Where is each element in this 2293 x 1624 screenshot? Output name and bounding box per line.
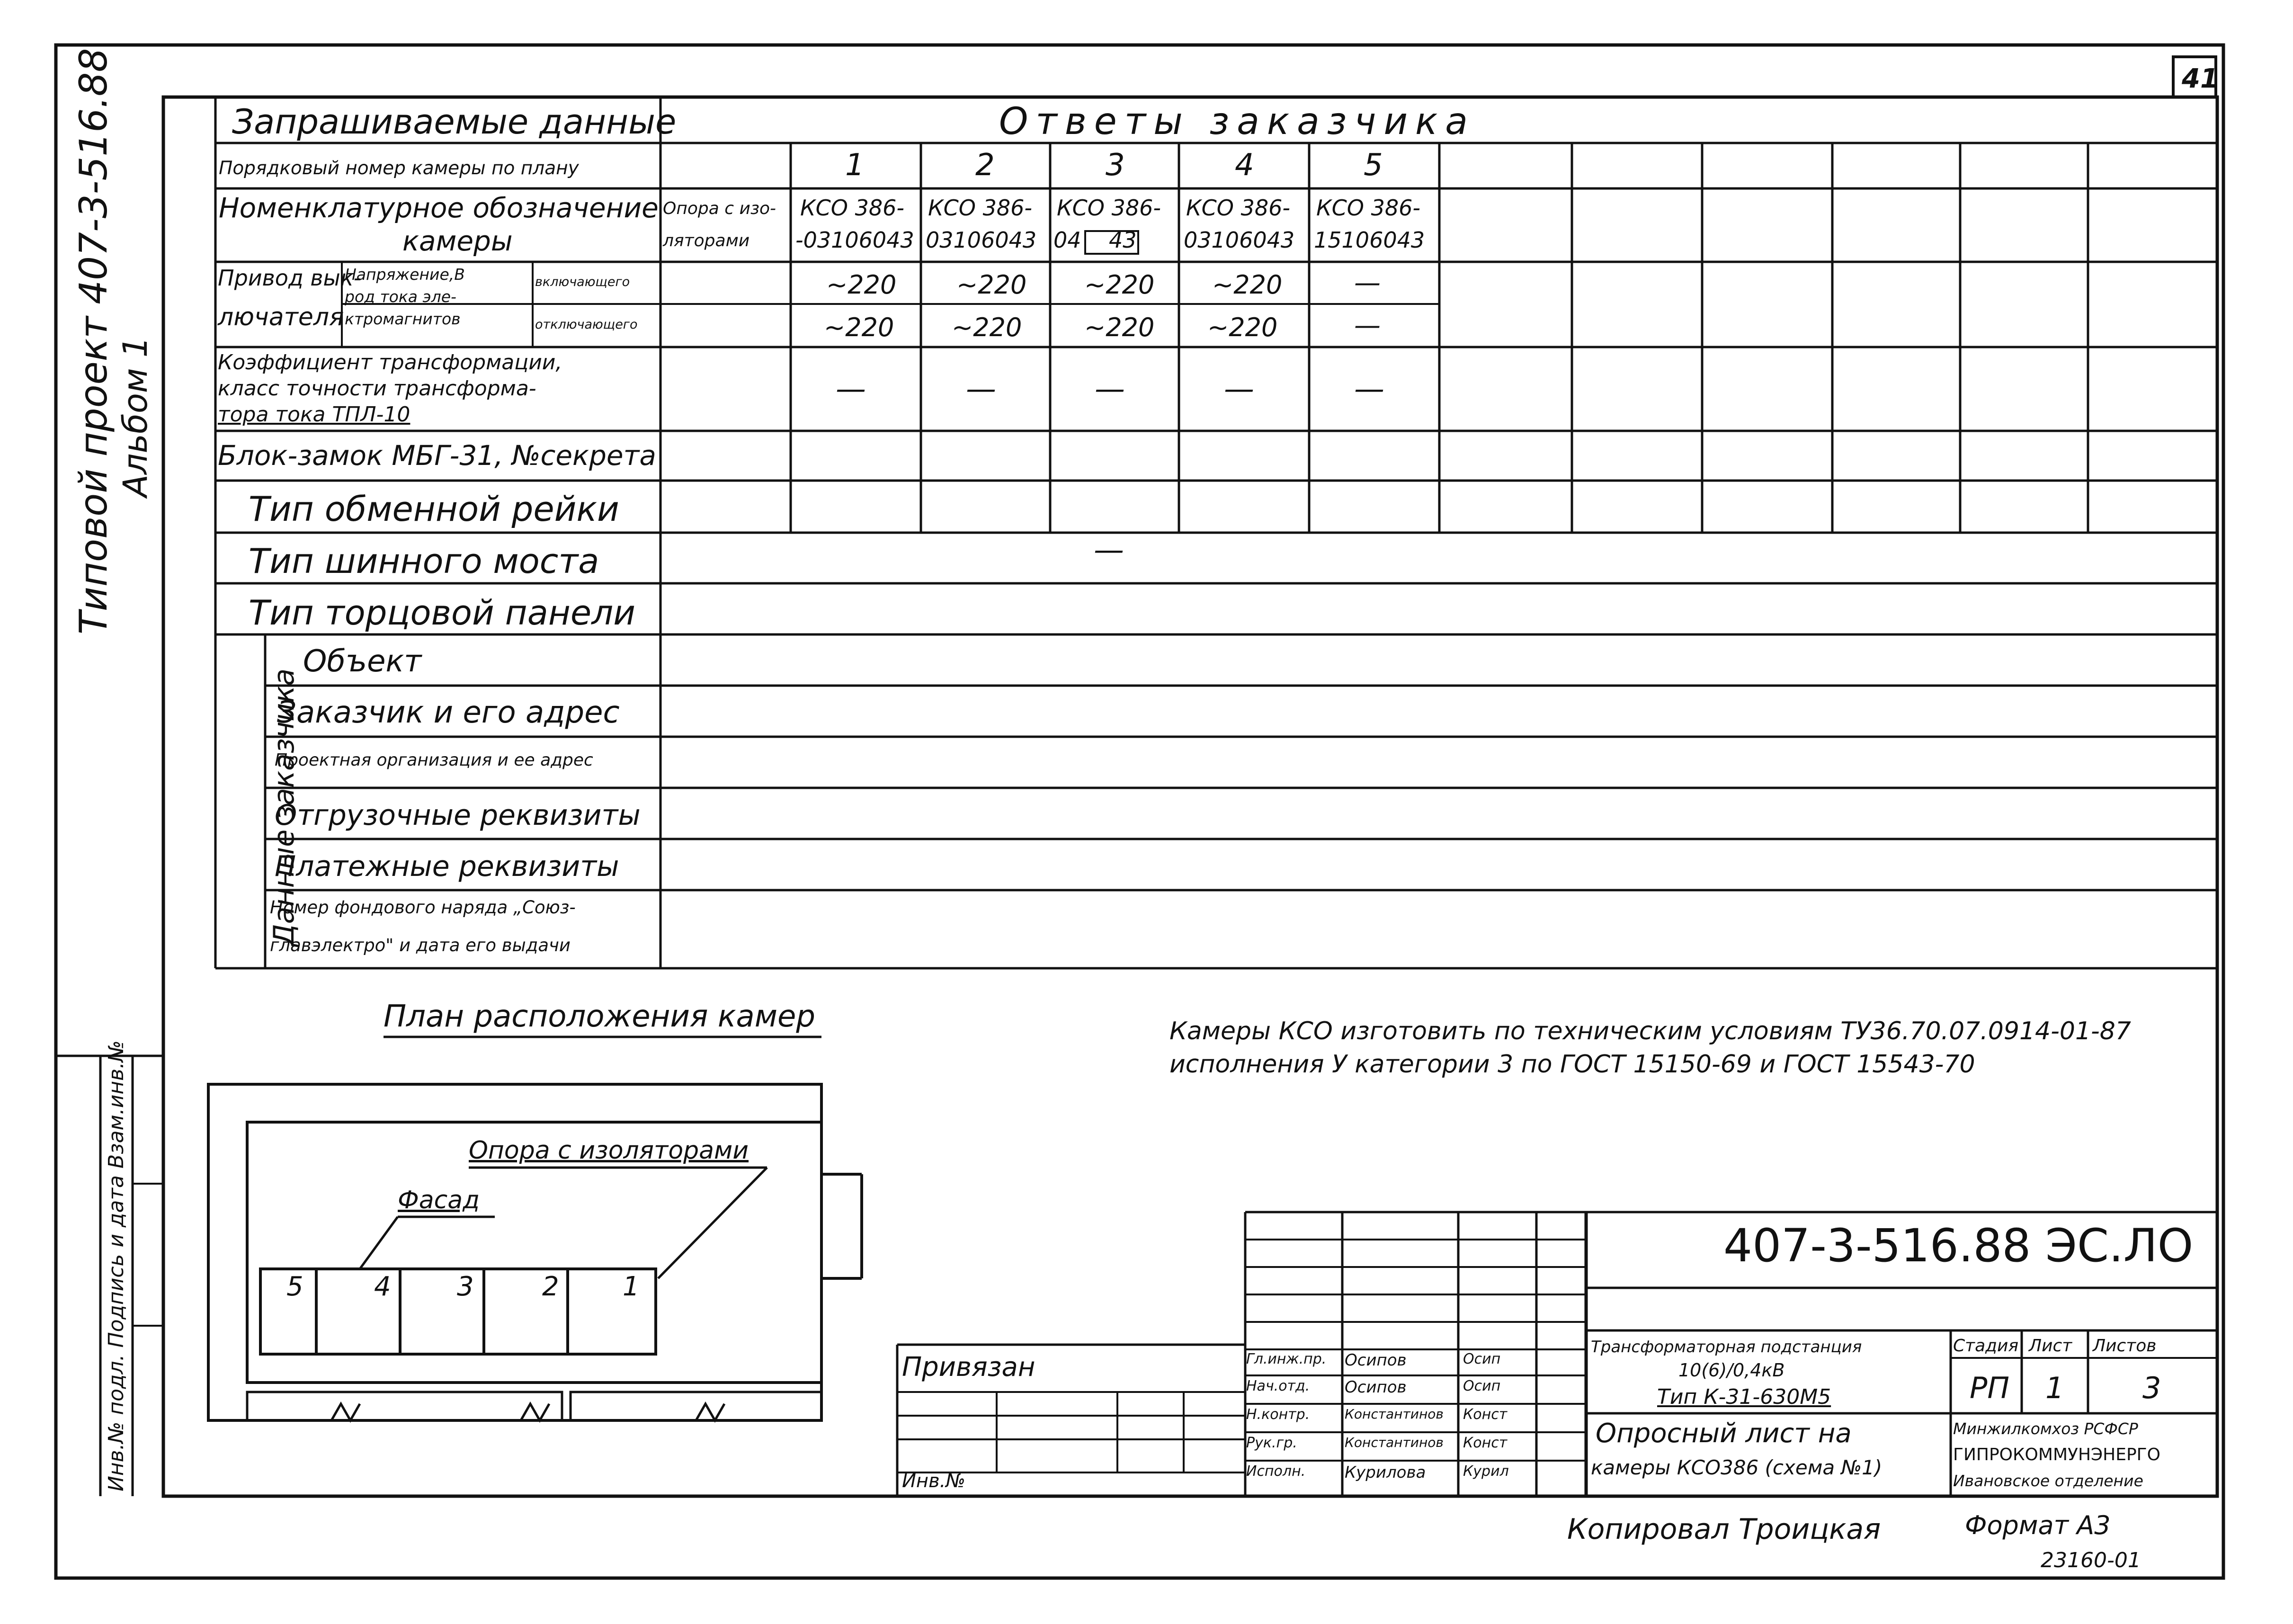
side-title-line2: Альбом 1 — [116, 336, 155, 497]
switch-on-label: включающего — [535, 275, 630, 289]
bus-label: Тип шинного моста — [249, 541, 599, 581]
nomenclature-3-l2: 04 43 — [1053, 227, 1137, 253]
plan-cell-5: 5 — [286, 1271, 303, 1302]
sheet-head: Лист — [2029, 1336, 2072, 1356]
sign-4: Конст — [1463, 1435, 1508, 1451]
bound-label: Привязан — [902, 1352, 1035, 1383]
sheet-value: 1 — [2045, 1371, 2064, 1405]
bus-value: — — [1094, 533, 1124, 568]
sign-2: Осип — [1463, 1378, 1501, 1394]
plan-title: План расположения камер — [384, 999, 815, 1034]
sheet-title-line2: камеры КСО386 (схема №1) — [1591, 1456, 1883, 1479]
plan-cell-1: 1 — [623, 1271, 640, 1302]
coef-label1: Коэффициент трансформации, — [218, 350, 562, 375]
note-line1: Камеры КСО изготовить по техническим условиям ТУ36.70.07.0914-01-87 — [1169, 1017, 2131, 1045]
coef-2: — — [966, 372, 996, 407]
customer-group-label: Данные заказчика — [268, 668, 301, 946]
inv-label: Инв.№ — [902, 1470, 965, 1492]
lock-label: Блок-замок МБГ-31, №секрета — [218, 439, 656, 472]
role-1: Гл.инж.пр. — [1246, 1351, 1327, 1367]
sheet-title-line1: Опросный лист на — [1596, 1418, 1852, 1449]
sheets-value: 3 — [2142, 1371, 2161, 1405]
voltage-label2: род тока эле- — [345, 287, 456, 306]
customer-row-project-org: Проектная организация и ее адрес — [275, 750, 593, 770]
voltage-label3: ктромагнитов — [345, 310, 461, 328]
table-header-right: Ответы заказчика — [999, 100, 1475, 143]
org-line1: Минжилкомхоз РСФСР — [1953, 1419, 2138, 1438]
plan-facade-label: Фасад — [398, 1186, 480, 1214]
drive-on-3: ~220 — [1084, 270, 1155, 300]
plan-cell-4: 4 — [374, 1271, 391, 1302]
drive-off-5: — — [1354, 310, 1381, 341]
doc-code: 407-3-516.88 ЭС.ЛО — [1723, 1219, 2194, 1272]
name-5: Курилова — [1345, 1463, 1426, 1482]
copied-by: Копировал Троицкая — [1567, 1513, 1881, 1546]
customer-row-object: Объект — [303, 644, 422, 679]
role-5: Исполн. — [1246, 1463, 1306, 1480]
rail-label: Тип обменной рейки — [249, 489, 619, 529]
org-line2: ГИПРОКОММУНЭНЕРГО — [1953, 1445, 2160, 1464]
note-line2: исполнения У категории 3 по ГОСТ 15150-69 и ГОСТ 15543-70 — [1169, 1050, 1975, 1079]
drive-label1: Привод вык- — [218, 265, 362, 291]
row-nomenclature-label1: Номенклатурное обозначение — [219, 192, 659, 224]
name-4: Константинов — [1345, 1435, 1444, 1450]
coef-label3: тора тока ТПЛ-10 — [218, 402, 410, 427]
drive-off-4: ~220 — [1207, 312, 1278, 342]
nomenclature-3-blank-box — [1084, 230, 1139, 255]
project-line3: Тип К-31-630М5 — [1657, 1385, 1831, 1409]
nomenclature-2-l2: 03106043 — [926, 227, 1037, 253]
panel-label: Тип торцовой панели — [249, 593, 636, 633]
support-line2: ляторами — [663, 231, 750, 250]
nomenclature-4-l1: КСО 386- — [1186, 195, 1291, 221]
coef-3: — — [1095, 372, 1125, 407]
drive-on-2: ~220 — [956, 270, 1027, 300]
coef-label2: класс точности трансформа- — [218, 376, 536, 401]
drive-off-2: ~220 — [952, 312, 1022, 342]
support-line1: Опора с изо- — [663, 199, 776, 218]
project-line2: 10(6)/0,4кВ — [1678, 1360, 1785, 1381]
customer-row-payment: Платежные реквизиты — [275, 850, 619, 883]
voltage-label1: Напряжение,В — [345, 265, 465, 284]
nomenclature-2-l1: КСО 386- — [928, 195, 1033, 221]
role-3: Н.контр. — [1246, 1406, 1310, 1423]
cam-number-1: 1 — [845, 148, 865, 183]
sheet-format: Формат А3 — [1965, 1510, 2111, 1540]
nomenclature-1-l2: -03106043 — [795, 227, 914, 253]
nomenclature-4-l2: 03106043 — [1184, 227, 1295, 253]
plan-cell-3: 3 — [457, 1271, 474, 1302]
coef-5: — — [1354, 372, 1384, 407]
side-title-line1: Типовой проект 407-3-516.88 — [71, 48, 116, 634]
fund-label2: главэлектро" и дата его выдачи — [270, 935, 571, 955]
row-order-label: Порядковый номер камеры по плану — [219, 158, 579, 179]
drive-label2: лючателя — [218, 303, 344, 331]
name-1: Осипов — [1345, 1351, 1407, 1370]
cam-number-4: 4 — [1235, 148, 1254, 183]
plan-cell-2: 2 — [542, 1271, 559, 1302]
drive-off-1: ~220 — [824, 312, 894, 342]
camera-plan — [208, 1037, 862, 1420]
role-4: Рук.гр. — [1246, 1435, 1297, 1451]
nomenclature-5-l1: КСО 386- — [1316, 195, 1421, 221]
drive-off-3: ~220 — [1084, 312, 1155, 342]
fund-label1: Номер фондового наряда „Союз- — [270, 897, 576, 918]
plan-support-label: Опора с изоляторами — [469, 1136, 749, 1165]
coef-4: — — [1224, 372, 1254, 407]
coef-1: — — [836, 372, 866, 407]
plan-outer-wall — [208, 1084, 821, 1420]
switch-off-label: отключающего — [535, 317, 638, 332]
row-nomenclature-label2: камеры — [402, 225, 513, 257]
nomenclature-1-l1: КСО 386- — [800, 195, 905, 221]
customer-row-shipping: Отгрузочные реквизиты — [275, 799, 641, 832]
cam-number-3: 3 — [1106, 148, 1125, 183]
corner-mark: 41 — [2182, 63, 2219, 94]
sheets-head: Листов — [2093, 1336, 2157, 1356]
cam-number-2: 2 — [975, 148, 995, 183]
stage-value: РП — [1970, 1371, 2010, 1405]
drive-on-1: ~220 — [826, 270, 897, 300]
customer-row-address: Заказчик и его адрес — [277, 695, 620, 730]
drive-on-5: — — [1354, 268, 1381, 298]
archive-number: 23160-01 — [2041, 1548, 2141, 1572]
cam-number-5: 5 — [1364, 148, 1383, 183]
org-line3: Ивановское отделение — [1953, 1472, 2143, 1490]
nomenclature-5-l2: 15106043 — [1314, 227, 1425, 253]
role-2: Нач.отд. — [1246, 1378, 1310, 1394]
nomenclature-3-l1: КСО 386- — [1057, 195, 1161, 221]
table-header-left: Запрашиваемые данные — [232, 102, 677, 142]
sign-3: Конст — [1463, 1406, 1508, 1423]
name-3: Константинов — [1345, 1406, 1444, 1422]
left-stamp: Инв.№ подл. Подпись и дата Взам.инв.№ — [104, 1040, 128, 1491]
project-line1: Трансформаторная подстанция — [1591, 1338, 1862, 1356]
sign-5: Курил — [1463, 1463, 1509, 1480]
sign-1: Осип — [1463, 1351, 1501, 1367]
name-2: Осипов — [1345, 1378, 1407, 1397]
drive-on-4: ~220 — [1212, 270, 1283, 300]
stage-head: Стадия — [1953, 1336, 2019, 1356]
